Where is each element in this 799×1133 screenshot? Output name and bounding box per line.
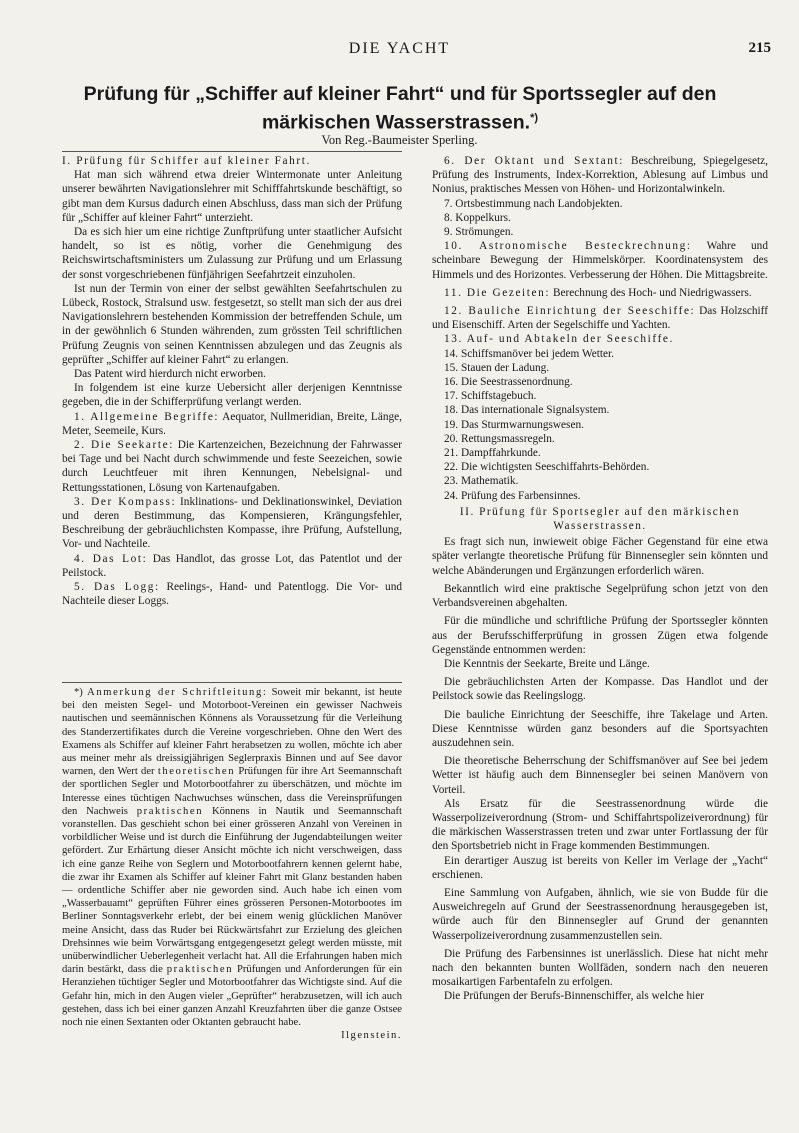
list-item: 23. Mathematik. [444, 475, 519, 488]
list-item: 8. Koppelkurs. [444, 211, 511, 224]
footnote-signature: Ilgenstein. [341, 1030, 402, 1042]
article-title [40, 82, 760, 135]
item-text: Berechnung des Hoch- und Niedrigwassers. [550, 286, 752, 299]
list-item: 14. Schiffsmanöver bei jedem Wetter. [444, 347, 614, 360]
paragraph: Das Patent wird hierdurch nicht erworben. [74, 368, 266, 381]
title-footnote-mark: *) [530, 112, 539, 124]
paragraph: Hat man sich während etwa dreier Wintermonate unter Anleitung unserer bewährten Navigationslehrer mit Schifffahrtskunde beschäftigt, so gibt man dem Kursus dadurch einen Abschluss, dass man sich der Prüfung für „Schiffer auf kleiner Fahrt“ unterzieht. [62, 169, 402, 224]
item-heading: 3. Der Kompass: [74, 495, 177, 508]
item-text: Das Holzschiff und Eisenschiff. Arten der Segelschiffe und Yachten. [432, 305, 769, 332]
footnote-divider [62, 682, 402, 683]
item-text: Wahre und scheinbare Bewegung der Himmelskörper. Koordinatensystem des Himmels und des Horizontes. Verbesserung der Höhen. Die Mittagsbreite. [432, 240, 768, 281]
footnote-heading: Anmerkung der Schriftleitung: [87, 687, 268, 698]
paragraph: In folgendem ist eine kurze Uebersicht aller derjenigen Kenntnisse gegeben, die in der Schifferprüfung verlangt werden. [62, 382, 402, 409]
article-title-text: Prüfung für „Schiffer auf kleiner Fahrt“ und für Sportssegler auf den märkischen Wasserstrassen. [83, 83, 717, 134]
list-item [62, 438, 402, 495]
list-item: 19. Das Sturmwarnungswesen. [444, 418, 584, 431]
divider [62, 151, 402, 152]
item-text: Inklinations- und Deklinationswinkel, Deviation und deren Bestimmung, das Kompensieren, Krängungsfehler, Beschreibung der gebräuchlichsten Kompasse, ihre Prüfung, Aufstellung, Vor- und Nachteile. [62, 495, 402, 551]
paragraph: Ist nun der Termin von einer der selbst gewählten Seefahrtschulen zu Lübeck, Rostock, Stralsund usw. festgesetzt, so stellt man sich der aus drei Navigationslehrern bestehenden Kommission der betreffenden Schule, um in der gewöhnlich 6 Stunden währenden, zum grössten Teil schriftlichen Prüfung Zeugnis von seinen Kenntnissen abzulegen und das Zeugnis als geprüfter „Schiffer auf kleiner Fahrt“ zu erlangen. [62, 282, 402, 366]
paragraph: Für die mündliche und schriftliche Prüfung der Sportssegler könnten aus der Berufsschifferprüfung in grossen Zügen etwa folgende Gegenstände entnommen werden: [432, 615, 768, 656]
item-text: Das Handlot, das grosse Lot, das Patentlot und der Peilstock. [62, 552, 402, 579]
paragraph: Die gebräuchlichsten Arten der Kompasse. Das Handlot und der Peilstock sowie das Reelingslogg. [432, 676, 768, 703]
running-title: DIE YACHT [348, 40, 451, 57]
list-item: 20. Rettungsmassregeln. [444, 432, 555, 445]
section-heading: I. Prüfung für Schiffer auf kleiner Fahrt. [62, 155, 311, 167]
list-item [62, 410, 402, 438]
item-heading: 6. Der Oktant und Sextant: [444, 155, 624, 167]
list-item: 13. Auf- und Abtakeln der Seeschiffe. [444, 333, 674, 346]
paragraph: Die Prüfungen der Berufs-Binnenschiffer, als welche hier [444, 990, 705, 1003]
paragraph: Die Kenntnis der Seekarte, Breite und Länge. [444, 657, 650, 670]
item-heading: 5. Das Logg: [74, 581, 160, 594]
list-item [62, 495, 402, 552]
footnote-text: Prüfungen und Anforderungen für ein Heranziehen tüchtiger Segler und Motorbootfahrer das Wichtigste sind. Auf die Gefahr hin, mich in den Augen vieler „Geprüfter“ herabzusetzen, will ich auch gestehen, dass ich bei einer ganzen Anzahl Kreuzfahrten über die ganze Ostsee noch nie einen Sextanten oder Oktanten gebraucht habe. [62, 964, 402, 1029]
page-number: 215 [748, 40, 771, 56]
footnote-text: Prüfungen für ihre Art Seemannschaft der sportlichen Segler und Motorbootfahrer zu überschätzen, und möchte im Interesse eines tüchtigen Nachwuchses wünschen, dass die Vereinsprüfungen den Nachweis [62, 766, 402, 817]
paragraph: Es fragt sich nun, inwieweit obige Fächer Gegenstand für eine etwa später verlangte theoretische Prüfung für Binnensegler sein könnten und welche Abänderungen und Ergänzungen erforderlich wären. [432, 536, 768, 577]
item-heading: 11. Die Gezeiten: [444, 286, 551, 299]
item-heading: 12. Bauliche Einrichtung der Seeschiffe: [444, 305, 696, 318]
item-heading: 4. Das Lot: [74, 552, 148, 565]
list-item: 24. Prüfung des Farbensinnes. [444, 489, 581, 502]
list-item [62, 580, 402, 608]
item-text: Reelings-, Hand- und Patentlogg. Die Vor- und Nachteile dieser Loggs. [62, 581, 402, 608]
item-heading: 2. Die Seekarte: [74, 439, 174, 452]
right-column [432, 154, 768, 1004]
paragraph: Die bauliche Einrichtung der Seeschiffe, ihre Takelage und Arten. Diese Kenntnisse würden ganz besonders auf die Sportsyachten auszudehnen sein. [432, 708, 768, 749]
list-item: 16. Die Seestrassenordnung. [444, 376, 573, 389]
list-item: 18. Das internationale Signalsystem. [444, 404, 610, 417]
list-item: 15. Stauen der Ladung. [444, 361, 550, 374]
list-item [62, 552, 402, 580]
list-item: 17. Schiffstagebuch. [444, 390, 537, 403]
list-item [432, 154, 768, 197]
list-item: 7. Ortsbestimmung nach Landobjekten. [444, 197, 623, 210]
list-item: 21. Dampffahrkunde. [444, 447, 541, 460]
paragraph: Die Prüfung des Farbensinnes ist unerlässlich. Diese hat nicht mehr nach den bekannten bunten Wollfäden, sondern nach den neueren mosaikartigen Farbentafeln zu erfolgen. [432, 947, 768, 989]
list-item: 9. Strömungen. [444, 226, 514, 239]
footnote-mark: *) [74, 687, 83, 698]
list-item [432, 304, 768, 332]
list-item [432, 286, 768, 300]
list-item: 22. Die wichtigsten Seeschiffahrts-Behörden. [444, 461, 650, 474]
paragraph: Als Ersatz für die Seestrassenordnung würde die Wasserpolizeiverordnung (Strom- und Schiffahrtspolizeiverordnung) für die märkischen Wasserstrassen treten und zwar unter Fortlassung der für den Sportsbetrieb nicht in Frage kommenden Bestimmungen. [432, 797, 768, 853]
left-column [62, 154, 402, 609]
paragraph: Bekanntlich wird eine praktische Segelprüfung schon jetzt von den Verbandsvereinen abgehalten. [432, 582, 768, 610]
footnote-body [62, 686, 402, 1029]
list-item [432, 239, 768, 282]
article-byline: Von Reg.-Baumeister Sperling. [321, 133, 478, 147]
item-text: Die Kartenzeichen, Bezeichnung der Fahrwasser bei Tage und bei Nacht durch schwimmende und feste Seezeichen, sowie durch Leuchtfeuer mit ihren Kennungen, Nebelsignal- und Rettungsstationen, Lösung von Kartenaufgaben. [62, 439, 402, 494]
section-heading: II. Prüfung für Sportsegler auf den märkischen Wasserstrassen. [459, 505, 741, 533]
paragraph: Ein derartiger Auszug ist bereits von Keller im Verlage der „Yacht“ erschienen. [432, 854, 768, 881]
paragraph: Da es sich hier um eine richtige Zunftprüfung unter staatlicher Aufsicht handelt, so ist es nötig, vorher die Genehmigung des Reichswirtschaftsministers um Zulassung zur Prüfung und um Erlassung der sonst vorgeschriebenen fünfjährigen Seefahrtzeit einzuholen. [62, 226, 402, 281]
item-heading: 10. Astronomische Besteckrechnung: [444, 240, 692, 253]
item-text: Beschreibung, Spiegelgesetz, Prüfung des Instruments, Index-Korrektion, Ablesung auf Limbus und Nonius, praktisches Messen von Höhen- und Horizontalwinkeln. [432, 155, 768, 196]
page-header [0, 40, 799, 62]
paragraph: Eine Sammlung von Aufgaben, ähnlich, wie sie von Budde für die Ausweichregeln auf Grund der Seestrassenordnung herausgegeben ist, würde auch für den Binnensegler auf Grund der genannten Wasserpolizeiverordnung zusammenzustellen sein. [432, 886, 768, 942]
footnote-emphasis: theoretischen [157, 766, 236, 778]
paragraph: Die theoretische Beherrschung der Schiffsmanöver auf See bei jedem Wetter ist häufig auch dem Binnensegler bei seinen Manövern von Vorteil. [432, 755, 768, 796]
footnote-emphasis: praktischen [136, 805, 204, 817]
item-heading: 1. Allgemeine Begriffe: [74, 410, 220, 423]
footnote-text: Soweit mir bekannt, ist heute bei den meisten Segel- und Motorboot-Vereinen ein gewisser Nachweis nautischen und seemännischen Könnens als Voraussetzung für die Verleihung des Standerzertifikates durch die Vereine vorgeschrieben. Ohne den Wert des Examens als Schiffer auf kleiner Fahrt herabsetzen zu wollen, möchte ich aber aus meiner mehr als dreissigjährigen Seglerpraxis Binnen und auf See davor warnen, den Wert der [62, 687, 403, 778]
footnote-emphasis: praktischen [166, 964, 234, 976]
footnote [62, 686, 402, 1042]
item-text: Aequator, Nullmeridian, Breite, Länge, Meter, Seemeile, Kurs. [62, 410, 402, 437]
footnote-text: Könnens in Nautik und Seemannschaft voranstellen. Das geschieht schon bei einer grösseren Anzahl von Vereinen in vorbildlicher Weise und ist durch die Einführung der Jugendabteilungen weiter gefördert. Zur Erhärtung dieser Ansicht möchte ich nicht verschweigen, dass ich eine ganze Reihe von Seglern und Motorbootfahrern kennen gelernt habe, die zwar ihr Examen als Schiffer auf kleiner Fahrt mit Glanz bestanden haben — ordentliche Schiffer aber nie geworden sind. Auch habe ich einen vom „Wasserbauamt“ geprüften Führer eines grösseren Personen-Motorbootes im Berliner Sonntagsverkehr erlebt, der bei einem wenig glücklichen Manöver meine Ansicht, dass das Ruder bei Rückwärtsfahrt zur Erzielung des gleichen Drehsinnes wie beim Vorwärtsgang entgegengesetzt gelegt werden müsste, mit unüberwindlicher Ueberlegenheit verlacht hat. All die Erfahrungen haben mich darin bestärkt, dass die [62, 805, 402, 976]
